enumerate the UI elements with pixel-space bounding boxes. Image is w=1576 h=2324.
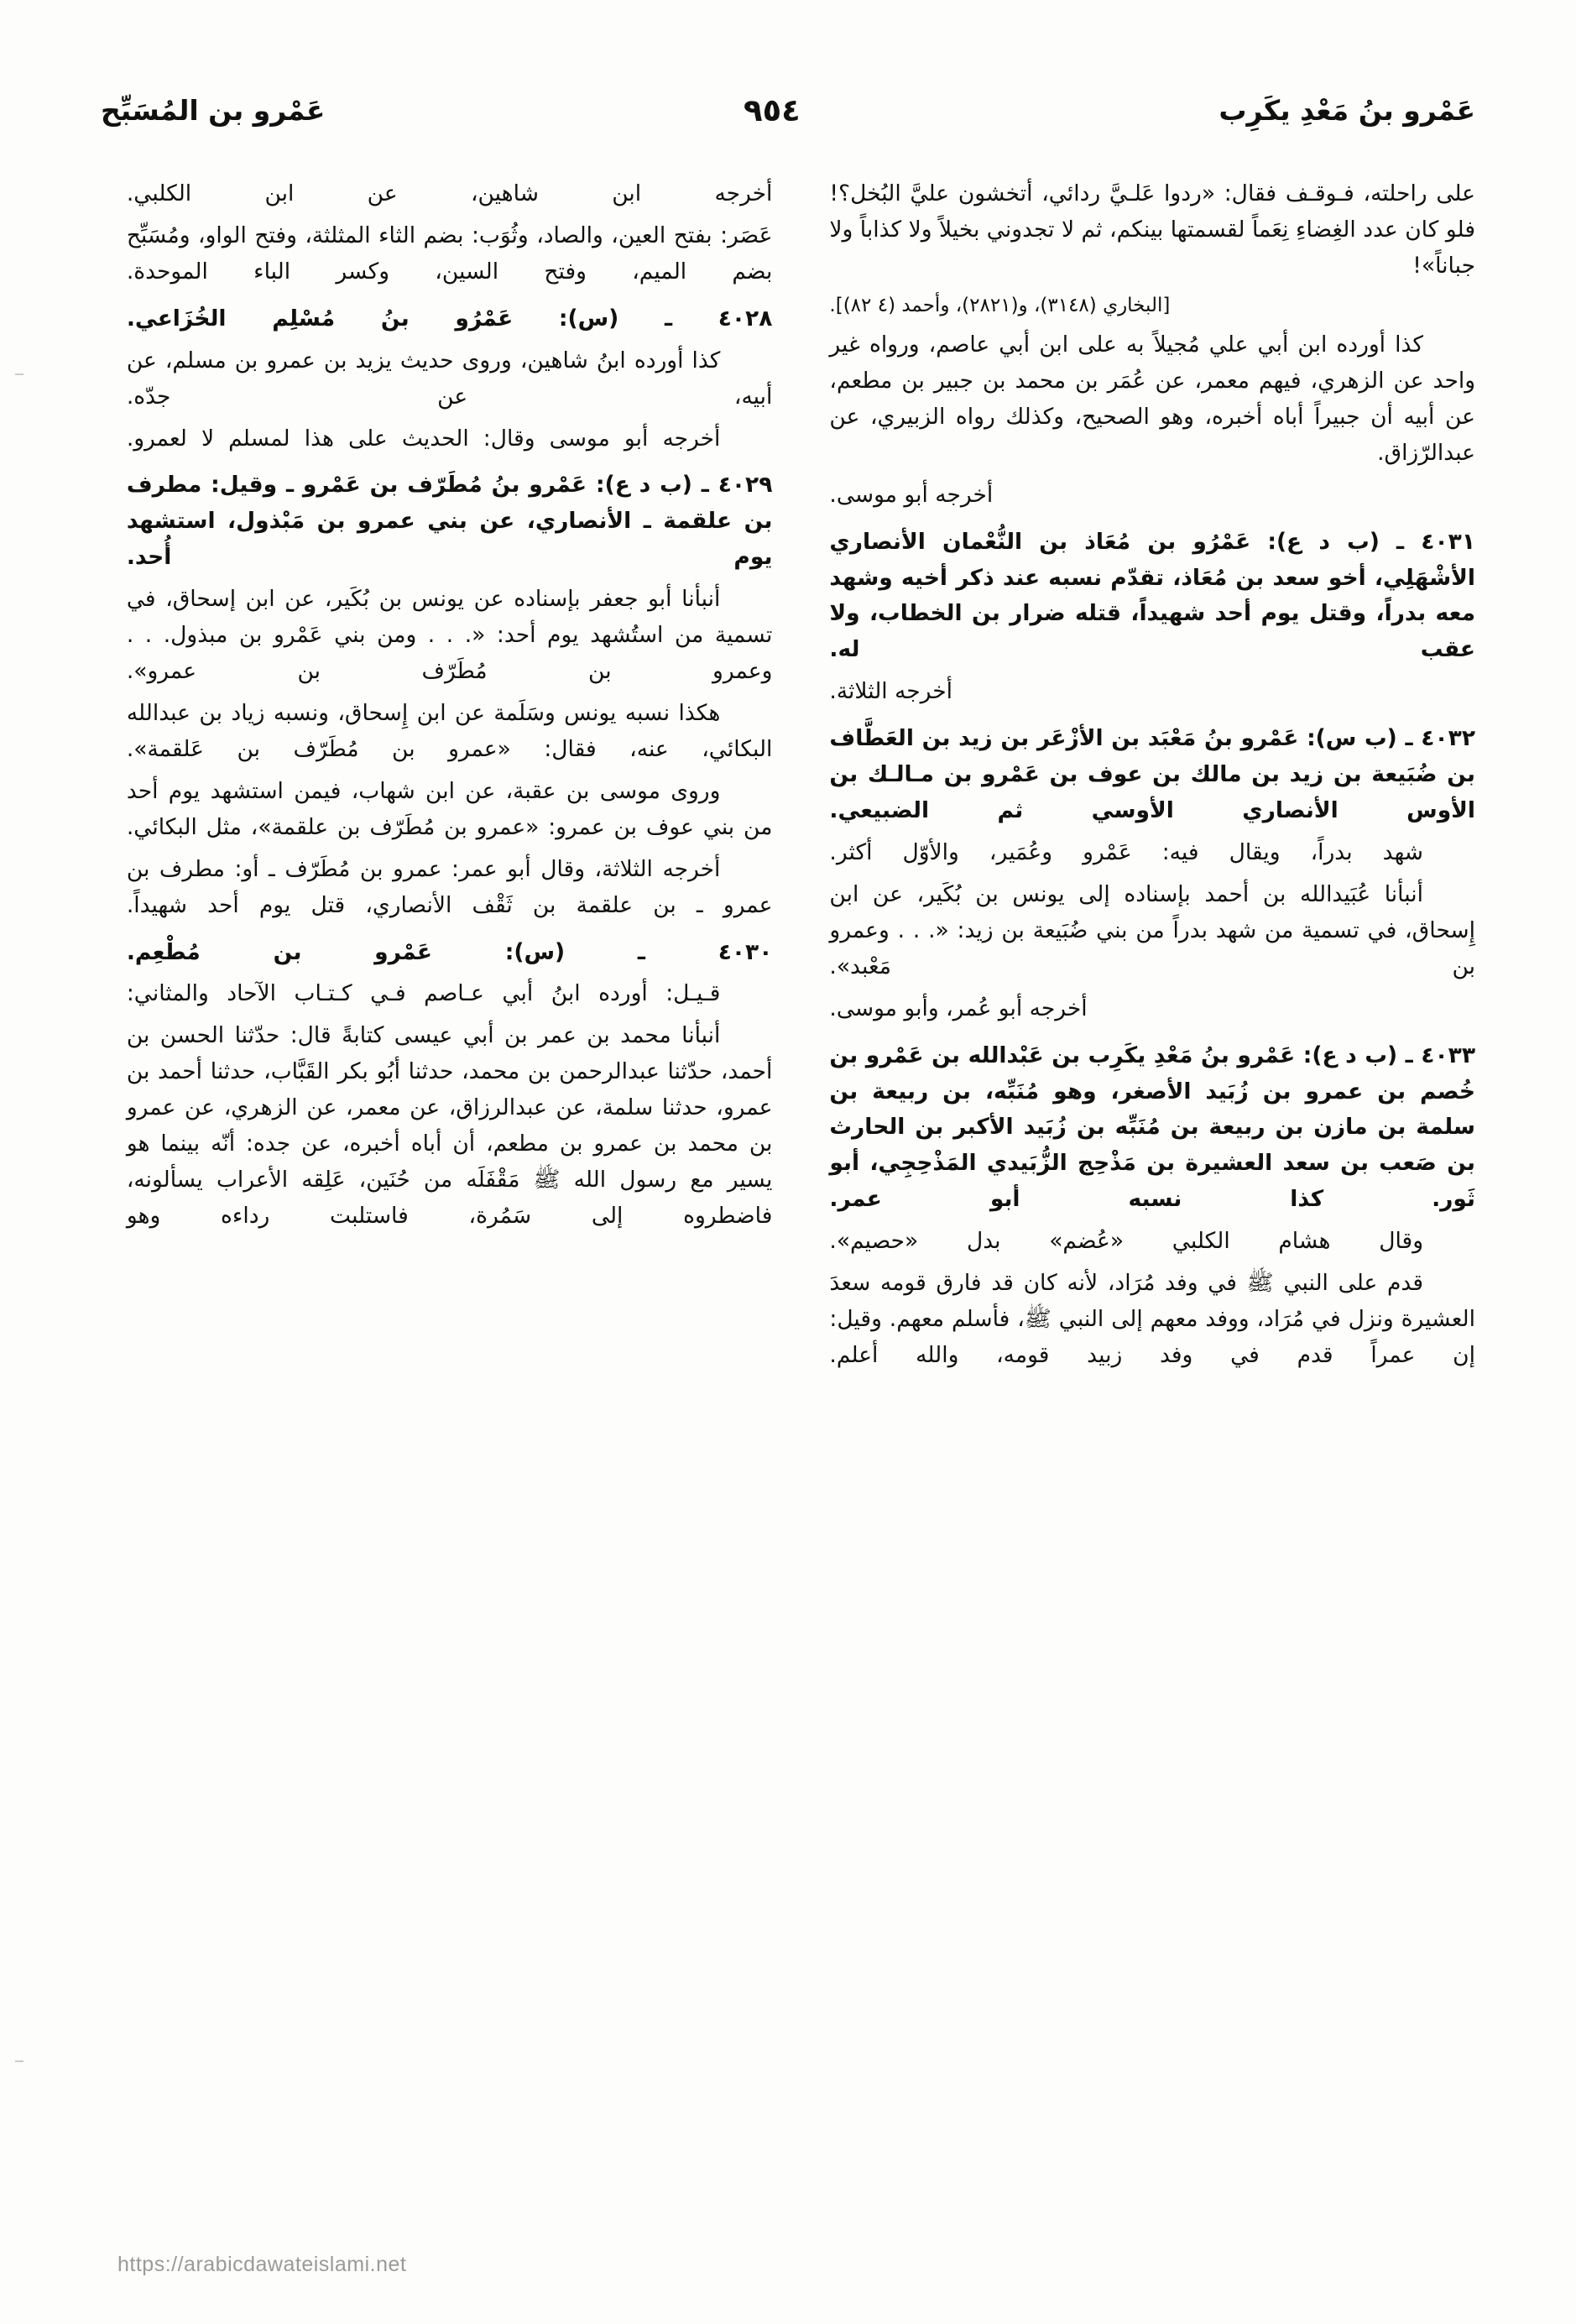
header-left-title: عَمْرو بن المُسَبِّح <box>101 93 326 127</box>
header-right-title: عَمْرو بنُ مَعْدِ يكَرِب <box>1219 93 1475 127</box>
entry-heading: ٤٠٣١ ـ (ب د ع): عَمْرُو بن مُعَاذ بن النُّعْمان الأنصاري الأشْهَلِي، أخو سعد بن مُعَاذ، تقدّم نسبه عند ذكر أخيه وشهد معه بدراً، وقتل يوم أحد شهيداً، قتله ضرار بن الخطاب، ولا عقب له. <box>829 528 1475 663</box>
entry-heading: ٤٠٢٨ ـ (س): عَمْرُو بنُ مُسْلِم الخُزَاعي. <box>126 305 773 332</box>
paragraph: أخرجه الثلاثة، وقال أبو عمر: عمرو بن مُطَرّف ـ أو: مطرف بن عمرو ـ بن علقمة بن ثَقْف الأنصاري، قتل يوم أحد شهيداً. <box>126 855 773 918</box>
paragraph: على راحلته، فـوقـف فقال: «ردوا عَلـيَّ ردائي، أتخشون عليَّ البُخل؟! فلو كان عدد الغِضاءِ نِعَماً لقسمتها بينكم، ثم لا تجدوني بخيلاً ولا كذاباً ولا جباناً»! <box>829 180 1475 279</box>
column-left <box>127 176 801 2198</box>
takhrij-line: أخرجه ابن شاهين، عن ابن الكلبي. <box>126 180 773 206</box>
entry-heading: ٤٠٣٠ ـ (س): عَمْرو بن مُطْعِم. <box>126 938 773 965</box>
paragraph: عَصَر: بفتح العين، والصاد، وثُوَب: بضم الثاء المثلثة، وفتح الواو، ومُسَبِّح بضم الميم، وفتح السين، وكسر الباء الموحدة. <box>126 222 773 285</box>
paragraph: وقال هشام الكلبي «عُضم» بدل «حصيم». <box>829 1228 1423 1255</box>
page-number: ٩٥٤ <box>744 91 801 128</box>
page-header <box>101 81 1475 139</box>
paragraph: قدم على النبي ﷺ في وفد مُرَاد، لأنه كان قد فارق قومه سعدَ العشيرة ونزل في مُرَاد، ووفد معهم إلى النبي ﷺ، فأسلم معهم. وقيل: إن عمراً قدم في وفد زبيد قومه، والله أعلم. <box>829 1270 1475 1368</box>
entry-heading: ٤٠٣٢ ـ (ب س): عَمْرو بنُ مَعْبَد بن الأزْعَر بن زيد بن العَطَّاف بن ضُبَيعة بن زيد بن مالك بن عوف بن عَمْرو بن مـالـك بن الأوس الأنصاري الأوسي ثم الضبيعي. <box>829 725 1475 824</box>
page-edge-mark <box>15 2060 23 2062</box>
paragraph: أخرجه أبو موسى وقال: الحديث على هذا لمسلم لا لعمرو. <box>126 425 721 452</box>
paragraph: أنبأنا عُبَيدالله بن أحمد بإسناده إلى يونس بن بُكَير، عن ابن إِسحاق، في تسمية من شهد بدراً من بني ضُبَيعة بن زيد: «. . . وعمرو بن مَعْبد». <box>829 880 1475 979</box>
page-body <box>99 176 1475 2198</box>
page-edge-mark <box>15 373 23 375</box>
paragraph: شهد بدراً، ويقال فيه: عَمْرو وعُمَير، والأوّل أكثر. <box>829 839 1423 865</box>
paragraph: كذا أورده ابنُ شاهين، وروى حديث يزيد بن عمرو بن مسلم، عن أبيه، عن جدّه. <box>126 347 773 410</box>
takhrij-line: أخرجه الثلاثة. <box>829 678 953 705</box>
entry-heading: ٤٠٣٣ ـ (ب د ع): عَمْرو بنُ مَعْدِ يكَرِب بن عَبْدالله بن عَمْرو بن خُصم بن عمرو بن زُبَيد الأصغر، وهو مُنَبِّه، بن ربيعة بن سلمة بن مازن بن ربيعة بن مُنَبِّه بن زُبَيد الأكبر بن الحارث بن صَعب بن سعد العشيرة بن مَذْحِج الزُّبَيدي المَذْحِجِي، أبو ثَور. كذا نسبه أبو عمر. <box>829 1042 1475 1213</box>
paragraph: هكذا نسبه يونس وسَلَمة عن ابن إِسحاق، ونسبه زياد بن عبدالله البكائي، عنه، فقال: «عمرو بن مُطَرّف بن عَلقمة». <box>126 699 773 762</box>
entry-heading: ٤٠٢٩ ـ (ب د ع): عَمْرو بنُ مُطَرّف بن عَمْرو ـ وقيل: مطرف بن علقمة ـ الأنصاري، عن بني عمرو بن مَبْذول، استشهد يوم أُحد. <box>126 472 773 571</box>
takhrij-line: أخرجه أبو موسى. <box>829 481 994 508</box>
paragraph: قـيـل: أورده ابنُ أبي عـاصم فـي كـتـاب الآحاد والمثاني: <box>126 980 721 1007</box>
column-right <box>801 176 1475 2198</box>
paragraph: أنبأنا أبو جعفر بإسناده عن يونس بن بُكَير، عن ابن إسحاق، في تسمية من استُشهد يوم أحد: «. . . ومن بني عَمْرو بن مبذول. . . وعمرو بن مُطَرّف بن عمرو». <box>126 586 773 685</box>
watermark-url: https://arabicdawateislami.net <box>117 2253 407 2276</box>
source-reference: [البخاري (٣١٤٨)، و(٢٨٢١)، وأحمد (٤ ٨٢)]. <box>829 294 1171 316</box>
paragraph: وروى موسى بن عقبة، عن ابن شهاب، فيمن استشهد يوم أحد من بني عوف بن عمرو: «عمرو بن مُطَرّف بن علقمة»، مثل البكائي. <box>126 777 773 840</box>
paragraph: كذا أورده ابن أبي علي مُجيلاً به على ابن أبي عاصم، ورواه غير واحد عن الزهري، فيهم معمر، عن عُمَر بن محمد بن جبير بن مطعم، عن أبيه أن جبيراً أباه أخبره، وهو الصحيح، وكذلك رواه الزبيري، عن عبدالرّزاق. <box>829 332 1475 466</box>
takhrij-line: أخرجه أبو عُمر، وأبو موسى. <box>829 995 1088 1021</box>
paragraph: أنبأنا محمد بن عمر بن أبي عيسى كتابةً قال: حدّثنا الحسن بن أحمد، حدّثنا عبدالرحمن بن محمد، حدثنا أبُو بكر القَبَّاب، حدثنا أحمد بن عمرو، حدثنا سلمة، عن عبدالرزاق، عن معمر، عن الزهري، عن عمرو بن محمد بن عمرو بن مطعم، أن أباه أخبره، عن جده: أنّه بينما هو يسير مع رسول الله ﷺ مَقْفَلَه من حُنَين، عَلِقه الأعراب يسألونه، فاضطروه إلى سَمُرة، فاستلبت رداءه وهو <box>126 1022 773 1229</box>
